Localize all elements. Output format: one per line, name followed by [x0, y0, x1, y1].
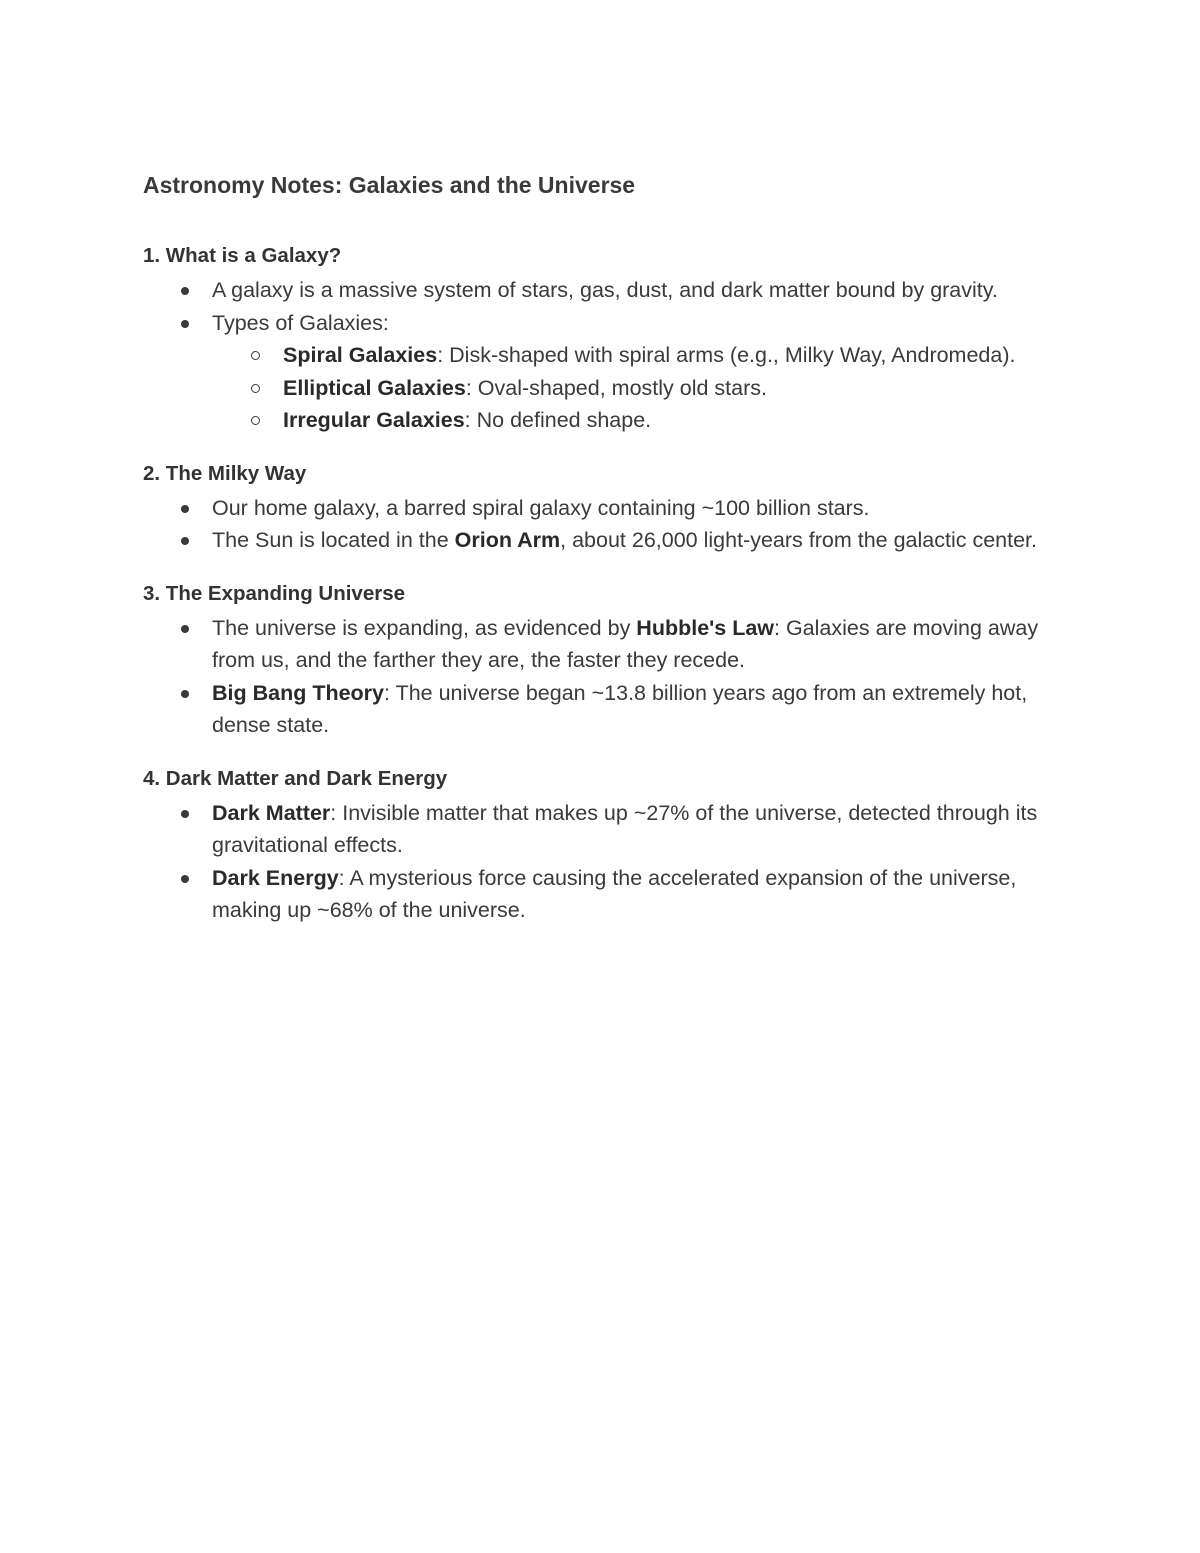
list-item-text: A galaxy is a massive system of stars, gas, dust, and dark matter bound by gravity.	[212, 278, 998, 302]
list-item-pre: The Sun is located in the	[212, 528, 455, 552]
bullet-list	[143, 797, 1063, 927]
filled-bullet-icon	[181, 625, 189, 633]
document-title: Astronomy Notes: Galaxies and the Universe	[143, 172, 636, 198]
section-dark-matter-energy	[143, 763, 1063, 927]
section-heading: 3. The Expanding Universe	[143, 581, 406, 605]
section-milky-way	[143, 458, 1063, 557]
sub-list-item-text: : No defined shape.	[464, 408, 652, 432]
sub-list-item	[283, 404, 1063, 437]
bullet-list	[143, 612, 1063, 742]
bullet-list	[143, 274, 1063, 437]
term: Orion Arm	[454, 528, 561, 552]
list-item-text: , about 26,000 light-years from the galactic center.	[560, 528, 1038, 552]
hollow-bullet-icon	[251, 384, 260, 393]
list-item	[212, 797, 1063, 862]
hollow-bullet-icon	[251, 351, 260, 360]
section-heading: 2. The Milky Way	[143, 461, 307, 485]
sub-bullet-list	[212, 339, 1063, 437]
bullet-list	[143, 492, 1063, 557]
filled-bullet-icon	[181, 320, 189, 328]
list-item	[212, 862, 1063, 927]
hollow-bullet-icon	[251, 416, 260, 425]
sub-list-item-text: : Disk-shaped with spiral arms (e.g., Milky Way, Andromeda).	[437, 343, 1016, 367]
term: Big Bang Theory	[212, 680, 385, 705]
list-item-text: : The universe began ~13.8 billion years ago from an extremely hot, dense state.	[212, 680, 1028, 737]
term: Elliptical Galaxies	[283, 375, 466, 400]
filled-bullet-icon	[181, 537, 189, 545]
list-item-text: Our home galaxy, a barred spiral galaxy containing ~100 billion stars.	[212, 495, 870, 520]
list-item	[212, 274, 1063, 307]
sub-list-item	[283, 339, 1063, 372]
term: Hubble's Law	[636, 615, 775, 640]
sub-list-item-text: : Oval-shaped, mostly old stars.	[465, 375, 767, 400]
list-item	[212, 677, 1063, 742]
filled-bullet-icon	[181, 505, 189, 513]
list-item-pre: The universe is expanding, as evidenced by	[212, 615, 637, 640]
list-item	[212, 307, 1063, 437]
sub-list-item	[283, 372, 1063, 405]
term: Spiral Galaxies	[283, 343, 438, 367]
section-what-is-a-galaxy	[143, 240, 1063, 437]
filled-bullet-icon	[181, 875, 189, 883]
section-expanding-universe	[143, 578, 1063, 742]
filled-bullet-icon	[181, 690, 189, 698]
term: Dark Matter	[212, 800, 331, 825]
document-page	[143, 168, 1063, 948]
list-item-text: : Galaxies are moving away from us, and the farther they are, the faster they recede.	[212, 615, 1039, 672]
list-item	[212, 524, 1063, 557]
list-item	[212, 612, 1063, 677]
filled-bullet-icon	[181, 810, 189, 818]
list-item	[212, 492, 1063, 525]
section-heading: 4. Dark Matter and Dark Energy	[143, 766, 448, 790]
term: Dark Energy	[212, 865, 339, 890]
list-item-text: : Invisible matter that makes up ~27% of the universe, detected through its gravitational effects.	[212, 800, 1038, 857]
section-heading: 1. What is a Galaxy?	[143, 244, 342, 267]
list-item-text: Types of Galaxies:	[212, 310, 389, 335]
term: Irregular Galaxies	[283, 408, 465, 432]
list-item-text: : A mysterious force causing the accelerated expansion of the universe, making up ~68% of the universe.	[212, 865, 1017, 922]
filled-bullet-icon	[181, 287, 189, 295]
